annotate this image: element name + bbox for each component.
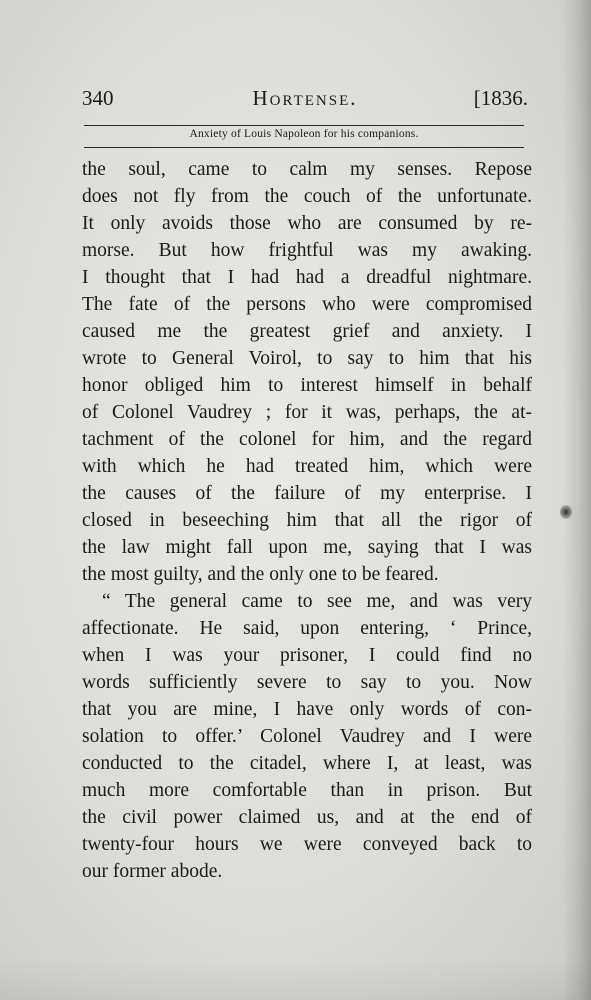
text-line: the causes of the failure of my enterprise. I [82,483,532,504]
text-line: the law might fall upon me, saying that I was [82,537,532,558]
text-line: the soul, came to calm my senses. Repose [82,159,532,180]
header-year: [1836. [473,86,528,110]
ink-spot [560,505,572,519]
text-line: caused me the greatest grief and anxiety. I [82,321,532,342]
text-line: twenty-four hours we were conveyed back to [82,834,532,855]
text-line: solation to offer.’ Colonel Vaudrey and I were [82,726,532,747]
body-text [82,156,532,885]
page-bottom-shadow [0,960,591,1000]
text-line: the most guilty, and the only one to be feared. [82,564,439,585]
page-number: 340 [82,86,114,110]
text-line: morse. But how frightful was my awaking. [82,240,532,261]
text-line: wrote to General Voirol, to say to him that his [82,348,532,369]
header-rule-bottom [84,147,524,148]
running-title: Hortense. [252,86,358,110]
text-line: much more comfortable than in prison. But [82,780,532,801]
text-line: when I was your prisoner, I could find no [82,645,532,666]
text-line: words sufficiently severe to say to you. Now [82,672,532,693]
text-line: affectionate. He said, upon entering, ‘ Prince, [82,618,532,639]
text-line: does not fly from the couch of the unfortunate. [82,186,532,207]
text-line: with which he had treated him, which were [82,456,532,477]
text-line: conducted to the citadel, where I, at least, was [82,753,532,774]
text-line: The fate of the persons who were compromised [82,294,532,315]
text-line: closed in beseeching him that all the rigor of [82,510,532,531]
text-line: honor obliged him to interest himself in behalf [82,375,532,396]
page-header [82,86,528,122]
section-subheading: Anxiety of Louis Napoleon for his companions. [189,128,419,140]
header-rule-top [84,125,524,126]
text-line: I thought that I had had a dreadful nightmare. [82,267,532,288]
text-line: of Colonel Vaudrey ; for it was, perhaps, the at- [82,402,532,423]
text-line: It only avoids those who are consumed by re- [82,213,532,234]
text-line: that you are mine, I have only words of con- [82,699,532,720]
text-line: the civil power claimed us, and at the end of [82,807,532,828]
page-edge-shadow [563,0,591,1000]
text-line: our former abode. [82,861,223,882]
text-line: tachment of the colonel for him, and the regard [82,429,532,450]
text-line: “ The general came to see me, and was very [102,591,532,612]
